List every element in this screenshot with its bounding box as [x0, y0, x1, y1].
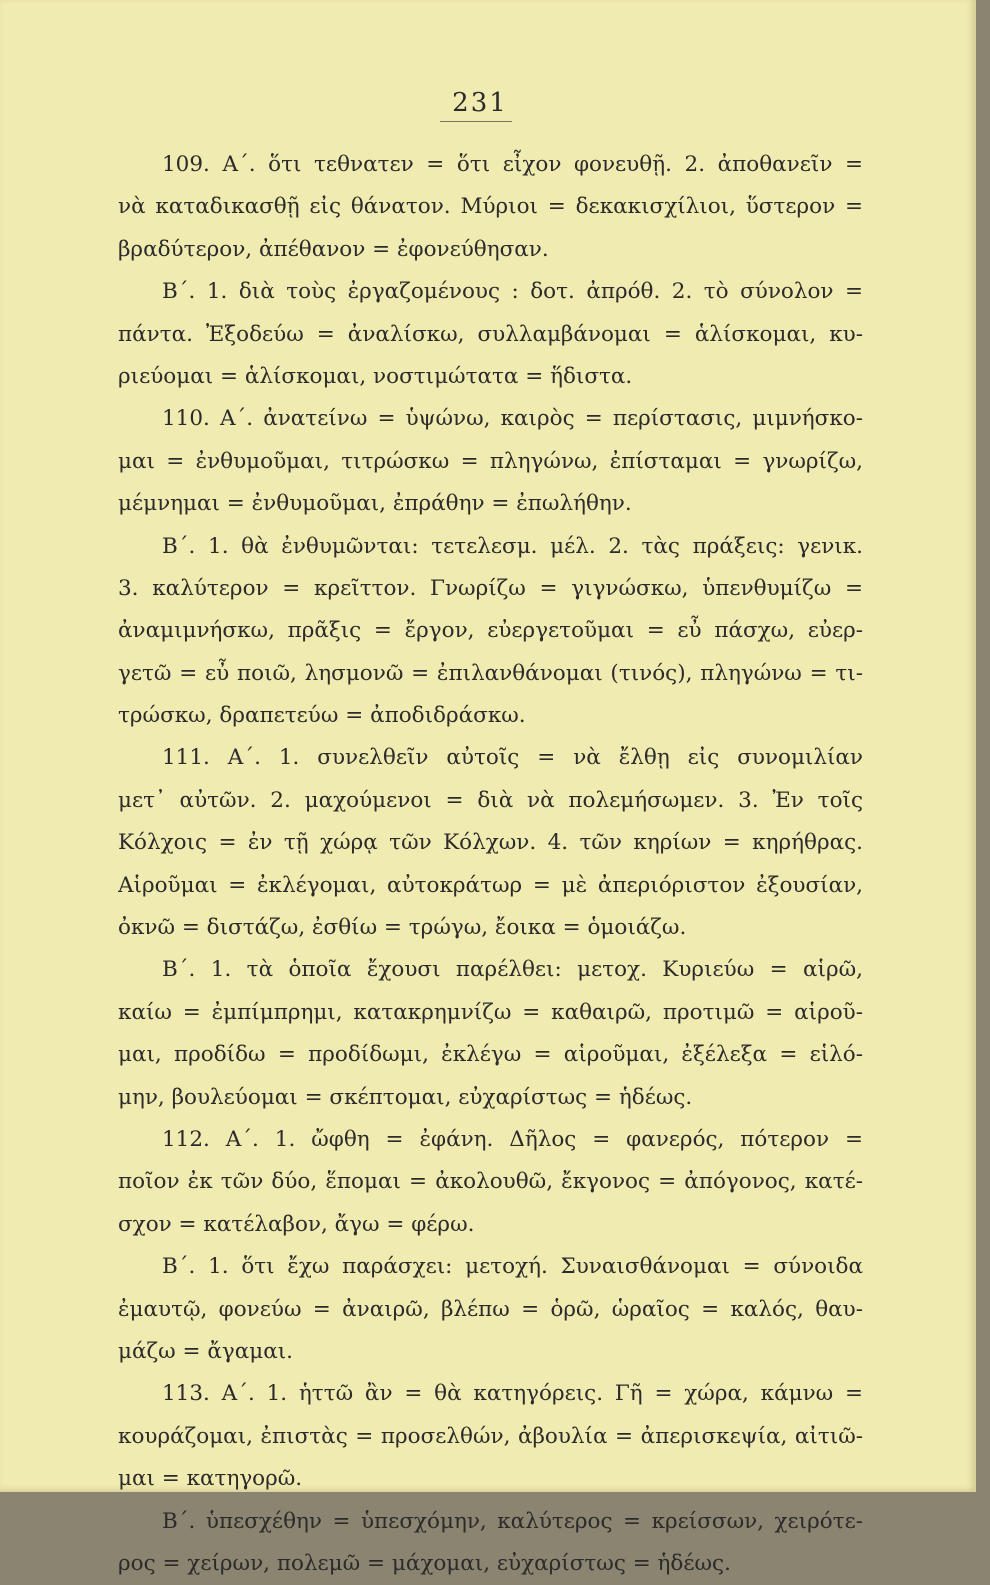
text-line: 109. Α΄. ὅτι τεθνατεν = ὅτι εἶχον φονευθῇ. 2. ἀποθανεῖν =	[162, 152, 863, 177]
text-line: 110. Α΄. ἀνατείνω = ὑψώνω, καιρὸς = περίστασις, μιμνήσκο-	[162, 406, 863, 432]
text-line: ἐμαυτῷ, φονεύω = ἀναιρῶ, βλέπω = ὁρῶ, ὡραῖος = καλός, θαυ-	[118, 1296, 863, 1322]
text-line: ὀκνῶ = διστάζω, ἐσθίω = τρώγω, ἔοικα = ὁμοιάζω.	[118, 915, 687, 941]
text-line: βραδύτερον, ἀπέθανον = ἐφονεύθησαν.	[118, 236, 549, 262]
text-line: κουράζομαι, ἐπιστὰς = προσελθών, ἀβουλία = ἀπερισκεψία, αἰτιῶ-	[118, 1423, 863, 1449]
text-line: 112. Α΄. 1. ὤφθη = ἐφάνη. Δῆλος = φανερός, πότερον =	[162, 1126, 863, 1152]
text-line: μαι = κατηγορῶ.	[118, 1466, 303, 1492]
text-line: γετῶ = εὖ ποιῶ, λησμονῶ = ἐπιλανθάνομαι (τινός), πληγώνω = τι-	[118, 660, 863, 686]
text-line: ἀναμιμνήσκω, πρᾶξις = ἔργον, εὐεργετοῦμαι = εὖ πάσχω, εὐερ-	[118, 618, 863, 644]
text-line: μην, βουλεύομαι = σκέπτομαι, εὐχαρίστως = ἡδέως.	[118, 1084, 693, 1110]
text-line: Β΄. 1. διὰ τοὺς ἐργαζομένους : δοτ. ἀπρόθ. 2. τὸ σύνολον =	[162, 279, 863, 305]
text-line: ποῖον ἐκ τῶν δύο, ἕπομαι = ἀκολουθῶ, ἔκγονος = ἀπόγονος, κατέ-	[118, 1169, 863, 1195]
text-line: τρώσκω, δραπετεύω = ἀποδιδράσκω.	[118, 703, 526, 729]
text-line: ρος = χείρων, πολεμῶ = μάχομαι, εὐχαρίστως = ἡδέως.	[118, 1550, 731, 1576]
text-line: Β΄. 1. θὰ ἐνθυμῶνται: τετελεσμ. μέλ. 2. τὰς πράξεις: γενικ.	[162, 533, 863, 559]
text-line: πάντα. Ἐξοδεύω = ἀναλίσκω, συλλαμβάνομαι = ἁλίσκομαι, κυ-	[118, 321, 863, 347]
text-line: σχον = κατέλαβον, ἄγω = φέρω.	[118, 1211, 475, 1237]
text-line: Β΄. 1. ὅτι ἔχω παράσχει: μετοχή. Συναισθάνομαι = σύνοιδα	[162, 1254, 863, 1280]
header-rule	[440, 121, 512, 122]
text-line: μαι = ἐνθυμοῦμαι, τιτρώσκω = πληγώνω, ἐπίσταμαι = γνωρίζω,	[118, 448, 863, 474]
text-line: νὰ καταδικασθῇ εἰς θάνατον. Μύριοι = δεκακισχίλιοι, ὕστερον =	[118, 194, 863, 220]
text-line: 113. Α΄. 1. ἡττῶ ἂν = θὰ κατηγόρεις. Γῆ = χώρα, κάμνω =	[162, 1381, 863, 1407]
text-line: 111. Α΄. 1. συνελθεῖν αὐτοῖς = νὰ ἔλθῃ εἰς συνομιλίαν	[162, 745, 863, 771]
text-line: μαι, προδίδω = προδίδωμι, ἐκλέγω = αἱροῦμαι, ἐξέλεξα = εἱλό-	[118, 1042, 863, 1068]
text-line: Κόλχοις = ἐν τῇ χώρᾳ τῶν Κόλχων. 4. τῶν κηρίων = κηρήθρας.	[118, 830, 863, 856]
text-line: Β΄. 1. τὰ ὁποῖα ἔχουσι παρέλθει: μετοχ. Κυριεύω = αἱρῶ,	[162, 957, 863, 983]
text-line: Β΄. ὑπεσχέθην = ὑπεσχόμην, καλύτερος = κρείσσων, χειρότε-	[162, 1508, 863, 1534]
answer-key-text	[118, 144, 863, 1585]
text-line: 3. καλύτερον = κρεῖττον. Γνωρίζω = γιγνώσκω, ὑπενθυμίζω =	[118, 575, 863, 601]
text-line: μετ᾽ αὐτῶν. 2. μαχούμενοι = διὰ νὰ πολεμήσωμεν. 3. Ἐν τοῖς	[118, 787, 863, 813]
page-number: 231	[452, 88, 508, 118]
text-line: μέμνημαι = ἐνθυμοῦμαι, ἐπράθην = ἐπωλήθην.	[118, 491, 632, 517]
text-line: ριεύομαι = ἁλίσκομαι, νοστιμώτατα = ἥδιστα.	[118, 363, 633, 389]
text-line: Αἱροῦμαι = ἐκλέγομαι, αὐτοκράτωρ = μὲ ἀπεριόριστον ἐξουσίαν,	[118, 872, 863, 898]
text-line: καίω = ἐμπίμπρημι, κατακρημνίζω = καθαιρῶ, προτιμῶ = αἱροῦ-	[118, 999, 863, 1025]
text-line: μάζω = ἄγαμαι.	[118, 1338, 294, 1364]
